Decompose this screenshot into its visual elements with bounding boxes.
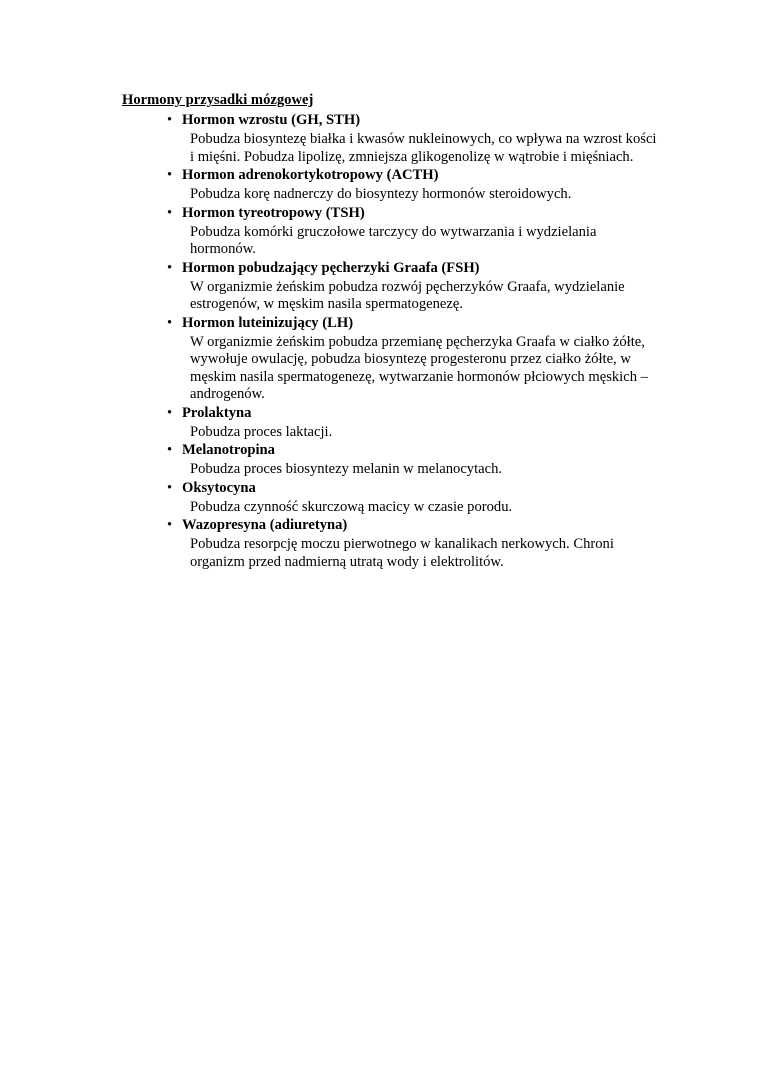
list-item bbox=[167, 441, 672, 479]
hormone-name: Wazopresyna (adiuretyna) bbox=[182, 517, 348, 533]
bullet-icon: • bbox=[167, 112, 173, 128]
hormone-description: Pobudza proces biosyntezy melanin w melanocytach. bbox=[190, 461, 503, 477]
bullet-icon: • bbox=[167, 259, 173, 276]
document-content bbox=[122, 91, 672, 571]
hormone-name: Oksytocyna bbox=[182, 479, 256, 496]
bullet-icon: • bbox=[167, 167, 173, 183]
list-item bbox=[167, 516, 672, 571]
hormone-description: W organizmie żeńskim pobudza przemianę pęcherzyka Graafa w ciałko żółte, wywołuje owulację, pobudza biosyntezę progesteronu przez ciałko żółte, w męskim nasila spermatogenezę, wytwarzanie hormonów płciowych męskich – androgenów. bbox=[190, 333, 648, 402]
hormone-name: Hormon luteinizujący (LH) bbox=[182, 314, 354, 331]
bullet-icon: • bbox=[167, 404, 173, 421]
document-title: Hormony przysadki mózgowej bbox=[122, 92, 314, 108]
bullet-icon: • bbox=[167, 442, 173, 458]
list-item bbox=[167, 404, 672, 442]
bullet-icon: • bbox=[167, 517, 173, 533]
list-item bbox=[167, 166, 672, 204]
hormone-description: Pobudza czynność skurczową macicy w czasie porodu. bbox=[190, 498, 513, 515]
bullet-icon: • bbox=[167, 314, 173, 331]
bullet-icon: • bbox=[167, 204, 173, 221]
list-item bbox=[167, 479, 672, 517]
list-item bbox=[167, 204, 672, 259]
hormone-name: Hormon tyreotropowy (TSH) bbox=[182, 204, 365, 221]
list-item bbox=[167, 259, 672, 314]
hormone-name: Prolaktyna bbox=[182, 404, 252, 421]
hormone-list bbox=[122, 111, 672, 571]
bullet-icon: • bbox=[167, 479, 173, 496]
hormone-description: W organizmie żeńskim pobudza rozwój pęcherzyków Graafa, wydzielanie estrogenów, w męskim nasila spermatogenezę. bbox=[190, 278, 625, 312]
hormone-description: Pobudza komórki gruczołowe tarczycy do wytwarzania i wydzielania hormonów. bbox=[190, 223, 597, 257]
hormone-description: Pobudza proces laktacji. bbox=[190, 423, 333, 440]
hormone-description: Pobudza resorpcję moczu pierwotnego w kanalikach nerkowych. Chroni organizm przed nadmierną utratą wody i elektrolitów. bbox=[190, 536, 614, 570]
list-item bbox=[167, 314, 672, 404]
list-item bbox=[167, 111, 672, 166]
hormone-description: Pobudza korę nadnerczy do biosyntezy hormonów steroidowych. bbox=[190, 186, 572, 202]
hormone-name: Melanotropina bbox=[182, 442, 275, 458]
hormone-description: Pobudza biosyntezę białka i kwasów nukleinowych, co wpływa na wzrost kości i mięśni. Pobudza lipolizę, zmniejsza glikogenolizę w wątrobie i mięśniach. bbox=[190, 131, 657, 165]
hormone-name: Hormon adrenokortykotropowy (ACTH) bbox=[182, 167, 439, 183]
hormone-name: Hormon wzrostu (GH, STH) bbox=[182, 112, 361, 128]
hormone-name: Hormon pobudzający pęcherzyki Graafa (FSH) bbox=[182, 259, 480, 276]
